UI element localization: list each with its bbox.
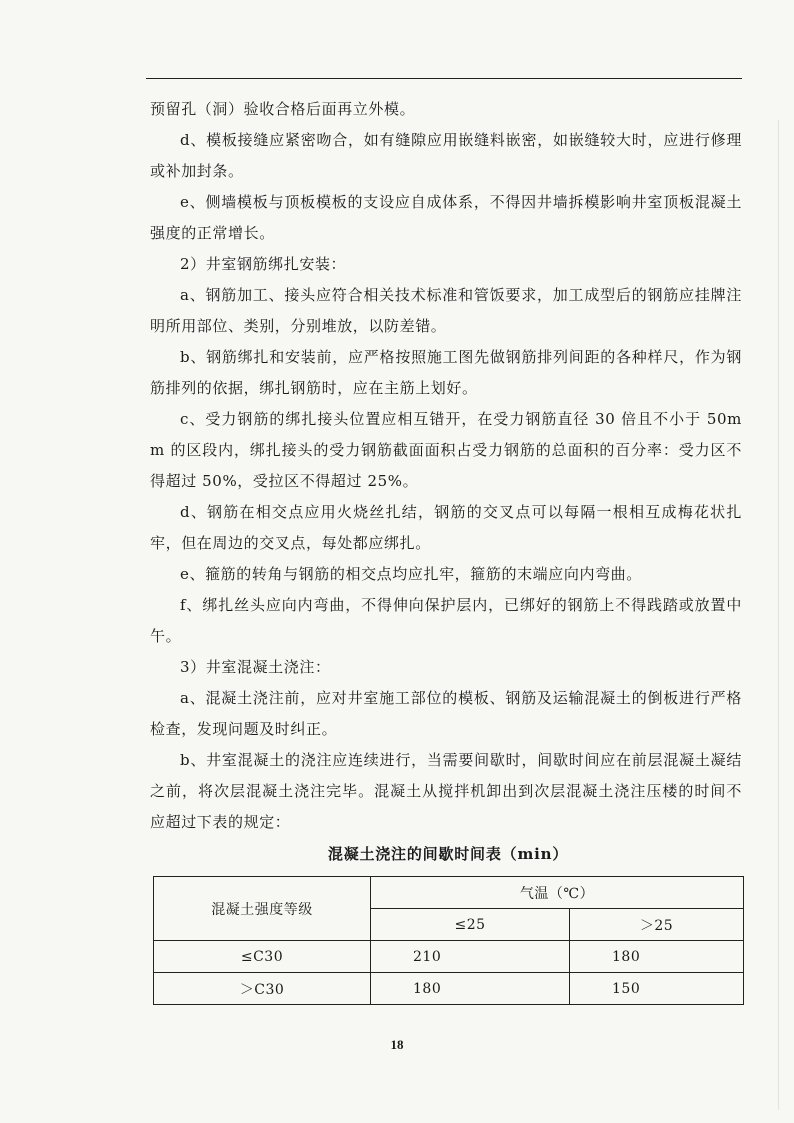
- section-heading: 2）井室钢筋绑扎安装：: [180, 255, 347, 273]
- paragraph: 预留孔（洞）验收合格后面再立外模。: [150, 100, 416, 118]
- temperature-header-cell: 气温（℃）: [371, 877, 744, 909]
- table-header-row: [154, 877, 744, 909]
- page-number: 18: [390, 1037, 404, 1052]
- grade-cell: ≤C30: [154, 941, 371, 973]
- grade-header-cell: 混凝土强度等级: [154, 877, 371, 941]
- paragraph: f、绑扎丝头应向内弯曲，不得伸向保护层内，已绑好的钢筋上不得践踏或放置中午。: [150, 596, 742, 645]
- value-cell: 180: [371, 973, 570, 1005]
- table-title: 混凝土浇注的间歇时间表（min）: [327, 845, 569, 863]
- paragraph: d、模板接缝应紧密吻合，如有缝隙应用嵌缝料嵌密，如嵌缝较大时，应进行修理或补加封条。: [150, 131, 742, 180]
- table-row: [154, 941, 744, 973]
- paragraph: d、钢筋在相交点应用火烧丝扎结，钢筋的交叉点可以每隔一根相互成梅花状扎牢，但在周边的交叉点，每处都应绑扎。: [150, 503, 742, 552]
- temp-low-header-cell: ≤25: [371, 909, 570, 941]
- paragraph: e、侧墙模板与顶板模板的支设应自成体系，不得因井墙拆模影响井室顶板混凝土强度的正常增长。: [150, 193, 742, 242]
- paragraph: b、钢筋绑扎和安装前，应严格按照施工图先做钢筋排列间距的各种样尺，作为钢筋排列的依据，绑扎钢筋时，应在主筋上划好。: [150, 348, 742, 397]
- paragraph: c、受力钢筋的绑扎接头位置应相互错开，在受力钢筋直径 30 倍且不小于 50mm 的区段内，绑扎接头的受力钢筋截面面积占受力钢筋的总面积的百分率：受力区不得超过 50%，受拉区不得超过 25%。: [150, 410, 742, 490]
- paragraph: a、钢筋加工、接头应符合相关技术标准和管饭要求，加工成型后的钢筋应挂牌注明所用部位、类别，分别堆放，以防差错。: [150, 286, 742, 335]
- temp-high-header-cell: ＞25: [570, 909, 744, 941]
- value-cell: 150: [570, 973, 744, 1005]
- header-rule: [146, 78, 742, 79]
- grade-cell: ＞C30: [154, 973, 371, 1005]
- interval-time-table: [153, 876, 744, 1005]
- paragraph: e、箍筋的转角与钢筋的相交点均应扎牢，箍筋的末端应向内弯曲。: [180, 565, 642, 583]
- section-heading: 3）井室混凝土浇注：: [180, 658, 331, 676]
- value-cell: 180: [570, 941, 744, 973]
- value-cell: 210: [371, 941, 570, 973]
- paragraph: b、井室混凝土的浇注应连续进行，当需要间歇时，间歇时间应在前层混凝土凝结之前，将次层混凝土浇注完毕。混凝土从搅拌机卸出到次层混凝土浇注压楼的时间不应超过下表的规定：: [150, 751, 742, 831]
- body-text: [150, 94, 742, 868]
- paragraph: a、混凝土浇注前，应对井室施工部位的模板、钢筋及运输混凝土的倒板进行严格检查，发现问题及时纠正。: [150, 689, 742, 738]
- table-row: [154, 973, 744, 1005]
- scan-edge-line: [778, 120, 779, 1110]
